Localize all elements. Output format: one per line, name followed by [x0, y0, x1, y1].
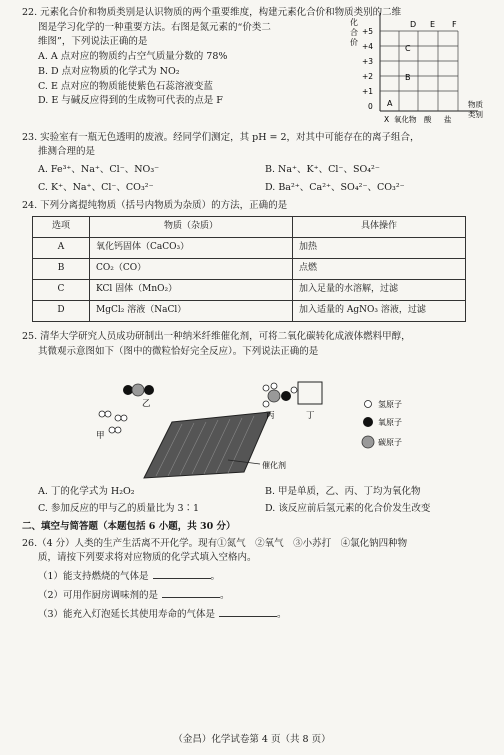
q26-item-1-text: （1）能支持燃烧的气体是: [38, 571, 149, 583]
table-row: [33, 301, 466, 322]
x-title-2: 类别: [468, 109, 483, 119]
q23-option-a: A. Fe³⁺、Na⁺、Cl⁻、NO₃⁻: [38, 164, 160, 176]
legend-carbon: 碳原子: [378, 437, 402, 447]
q25-line-1: 25. 清华大学研究人员成功研制出一种纳米纤维催化剂，可将二氧化碳转化成液体燃料甲醇，: [22, 331, 411, 343]
x-label-oxide: 氧化物: [394, 114, 417, 124]
q26-item-2: [22, 588, 492, 604]
q23-option-c: C. K⁺、Na⁺、Cl⁻、CO₃²⁻: [38, 181, 154, 193]
point-e: E: [430, 19, 436, 29]
label-ding: 丁: [306, 410, 315, 421]
q25-line-2: 其微观示意图如下（图中的微粒恰好完全反应）。下列说法正确的是: [38, 346, 319, 358]
q26-item-1-end: 。: [210, 571, 221, 583]
q24-row-a-operation: 加热: [293, 238, 466, 259]
page-footer: （金昌）化学试卷第 4 页（共 8 页）: [173, 734, 331, 745]
q23-line-1: 23. 实验室有一瓶无色透明的废液。经同学们测定，其 pH = 2，对其中可能存在的离子组合，: [22, 131, 420, 143]
y-tick-zero: 0: [368, 101, 373, 111]
q24-row-c-option: C: [33, 280, 90, 301]
q22-option-c: C. E 点对应的物质能使紫色石蕊溶液变蓝: [38, 80, 213, 92]
q22-line-3: 维图”，下列说法正确的是: [38, 36, 148, 48]
q24-row-a-substance: 氧化钙固体（CaCO₃）: [90, 238, 293, 259]
point-a: A: [387, 98, 393, 108]
molecule-yi: [123, 384, 154, 396]
question-24: [22, 199, 492, 323]
q26-item-3-text: （3）能充入灯泡延长其使用寿命的气体是: [38, 608, 216, 620]
point-c: C: [405, 43, 411, 53]
answer-blank-2[interactable]: [162, 588, 220, 598]
q25-option-c: C. 参加反应的甲与乙的质量比为 3∶1: [38, 503, 200, 515]
q23-option-b: B. Na⁺、K⁺、Cl⁻、SO₄²⁻: [265, 164, 380, 176]
x-label-salt: 盐: [444, 114, 452, 124]
point-d: D: [410, 19, 417, 29]
table-row: [33, 238, 466, 259]
q25-option-d: D. 该反应前后氢元素的化合价发生改变: [265, 503, 431, 515]
question-26: [22, 537, 492, 623]
q24-row-d-option: D: [33, 301, 90, 322]
catalyst-label: 催化剂: [262, 460, 286, 470]
x-label-x: X: [384, 114, 390, 124]
q26-item-3-end: 。: [277, 608, 287, 620]
q22-line-1: 22. 元素化合价和物质类别是认识物质的两个重要维度，构建元素化合价和物质类别的二维: [22, 7, 402, 18]
q24-row-d-operation: 加入适量的 AgNO₃ 溶液，过滤: [293, 301, 466, 322]
y-title-char-3: 价: [350, 37, 358, 47]
molecule-jia: [99, 411, 127, 433]
q25-micro-diagram: [22, 360, 492, 480]
q24-row-d-substance: MgCl₂ 溶液（NaCl）: [90, 301, 293, 322]
y-title-char-1: 化: [350, 17, 358, 27]
box-ding: [298, 382, 322, 404]
y-tick-plus3: +3: [362, 56, 374, 66]
q25-option-b: B. 甲是单质，乙、丙、丁均为氧化物: [265, 486, 421, 498]
q23-line-2: 推测合理的是: [38, 146, 96, 158]
table-row: [33, 280, 466, 301]
point-f: F: [452, 19, 457, 29]
q24-row-c-substance: KCl 固体（MnO₂）: [90, 280, 293, 301]
section-2-title: 二、填空与简答题（本题包括 6 小题，共 30 分）: [22, 520, 236, 532]
q24-table-header: [33, 217, 466, 238]
label-yi: 乙: [142, 398, 151, 409]
question-22: [22, 6, 492, 129]
table-row: [33, 259, 466, 280]
q24-title: 24. 下列分离提纯物质（括号内物质为杂质）的方法，正确的是: [22, 199, 288, 211]
question-25: [22, 330, 492, 517]
q26-item-1: [22, 569, 492, 585]
y-tick-plus1: +1: [362, 86, 374, 96]
q26-line-1: 26.（4 分）人类的生产生活离不开化学。现有①氮气 ②氧气 ③小苏打 ④氯化钠四种物: [22, 537, 408, 549]
legend-carbon-symbol: [362, 436, 374, 448]
q24-row-a-option: A: [33, 238, 90, 259]
y-title-char-2: 合: [350, 27, 358, 37]
q24-row-b-substance: CO₂（CO）: [90, 259, 293, 280]
q22-line-2: 图是学习化学的一种重要方法。右图是氮元素的“价类二: [38, 21, 271, 33]
label-jia: 甲: [96, 430, 105, 441]
question-23: [22, 131, 492, 196]
x-label-acid: 酸: [424, 114, 432, 124]
q26-item-2-text: （2）可用作厨房调味剂的是: [38, 589, 159, 601]
q26-item-2-end: 。: [220, 589, 230, 601]
y-tick-plus2: +2: [362, 71, 374, 81]
nitrogen-valence-class-chart: [348, 9, 492, 129]
molecule-bing: [263, 383, 297, 407]
q24-header-operation: 具体操作: [293, 217, 466, 238]
q26-item-3: [22, 607, 492, 623]
q22-option-b: B. D 点对应物质的化学式为 NO₂: [38, 65, 180, 77]
legend-hydrogen-symbol: [365, 400, 372, 407]
x-title-1: 物质: [468, 99, 483, 109]
q24-table: [32, 216, 466, 322]
answer-blank-1[interactable]: [153, 569, 211, 579]
q24-row-c-operation: 加入足量的水溶解，过滤: [293, 280, 466, 301]
q23-option-d: D. Ba²⁺、Ca²⁺、SO₄²⁻、CO₃²⁻: [265, 181, 405, 193]
q24-row-b-option: B: [33, 259, 90, 280]
exam-page: [22, 6, 492, 622]
q22-option-a: A. A 点对应的物质约占空气质量分数的 78%: [38, 51, 228, 63]
point-b: B: [405, 72, 411, 82]
q24-header-option: 选项: [33, 217, 90, 238]
answer-blank-3[interactable]: [219, 607, 277, 617]
q22-option-d: D. E 与碱反应得到的生成物可代表的点是 F: [38, 95, 223, 107]
legend-hydrogen: 氢原子: [378, 399, 402, 409]
label-bing: 丙: [266, 410, 275, 421]
y-tick-plus5: +5: [362, 26, 374, 36]
q24-header-substance: 物质（杂质）: [90, 217, 293, 238]
legend-oxygen-symbol: [363, 417, 373, 427]
legend-oxygen: 氧原子: [378, 417, 402, 427]
q26-line-2: 质，请按下列要求将对应物质的化学式填入空格内。: [38, 552, 257, 564]
q25-option-a: A. 丁的化学式为 H₂O₂: [38, 486, 135, 498]
q24-row-b-operation: 点燃: [293, 259, 466, 280]
y-tick-plus4: +4: [362, 41, 374, 51]
